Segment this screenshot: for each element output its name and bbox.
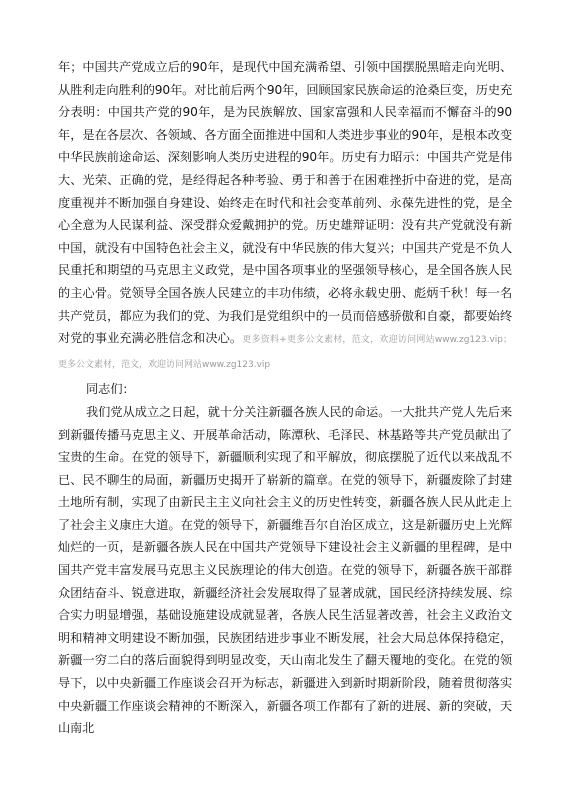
paragraph-party-history-text: 年；中国共产党成立后的90年，是现代中国充满希望、引领中国摆脱黑暗走向光明、从胜利走向胜利的90年。对比前后两个90年，回顾国家民族命运的沧桑巨变，历史充分表明：中国共产党的90年，是为民族解放、国家富强和人民幸福而不懈奋斗的90年，是在各层次、各领域、各方面全面推进中国和人类进步事业的90年，是根本改变中华民族前途命运、深刻影响人类历史进程的90年。历史有力昭示：中国共产党是伟大、光荣、正确的党，是经得起各种考验、勇于和善于在困难挫折中奋进的党，是高度重视并不断加强自身建设、始终走在时代和社会变革前列、永葆先进性的党，是全心全意为人民谋利益、深受群众爱戴拥护的党。历史雄辩证明：没有共产党就没有新中国，就没有中国特色社会主义，就没有中华民族的伟大复兴；中国共产党是不负人民重托和期望的马克思主义政党，是中国各项事业的坚强领导核心，是全国各族人民的主心骨。党领导全国各族人民建立的丰功伟绩，必将永载史册、彪炳千秋！每一名共产党员，都应为我们的党、为我们是党组织中的一员而倍感骄傲和自豪，都要始终对党的事业充满必胜信念和决心。 [58, 60, 512, 346]
document-page [58, 56, 512, 740]
watermark-text: 更多资料+更多公文素材，范文，欢迎访问网站www.zg123.vip；更多公文素材，范文，欢迎访问网站www.zg123.vip [58, 335, 512, 370]
paragraph-party-history [58, 56, 512, 376]
salutation: 同志们： [86, 382, 135, 397]
paragraph-xinjiang: 我们党从成立之日起，就十分关注新疆各族人民的命运。一大批共产党人先后来到新疆传播马克思主义、开展革命活动，陈潭秋、毛泽民、林基路等共产党员献出了宝贵的生命。在党的领导下，新疆顺利实现了和平解放，彻底摆脱了近代以来战乱不已、民不聊生的局面，新疆历史揭开了崭新的篇章。在党的领导下，新疆废除了封建土地所有制，实现了由新民主主义向社会主义的历史性转变，新疆各族人民从此走上了社会主义康庄大道。在党的领导下，新疆维吾尔自治区成立，这是新疆历史上光辉灿烂的一页，是新疆各族人民在中国共产党领导下建设社会主义新疆的里程碑，是中国共产党丰富发展马克思主义民族理论的伟大创造。在党的领导下，新疆各族干部群众团结奋斗、锐意进取，新疆经济社会发展取得了显著成就，国民经济持续发展、综合实力明显增强，基础设施建设成就显著，各族人民生活显著改善，社会主义政治文明和精神文明建设不断加强，民族团结进步事业不断发展，社会大局总体保持稳定，新疆一穷二白的落后面貌得到明显改变，天山南北发生了翻天覆地的变化。在党的领导下，以中央新疆工作座谈会召开为标志，新疆进入到新时期新阶段，随着贯彻落实中央新疆工作座谈会精神的不断深入，新疆各项工作都有了新的进展、新的突破，天山南北 [58, 404, 512, 736]
